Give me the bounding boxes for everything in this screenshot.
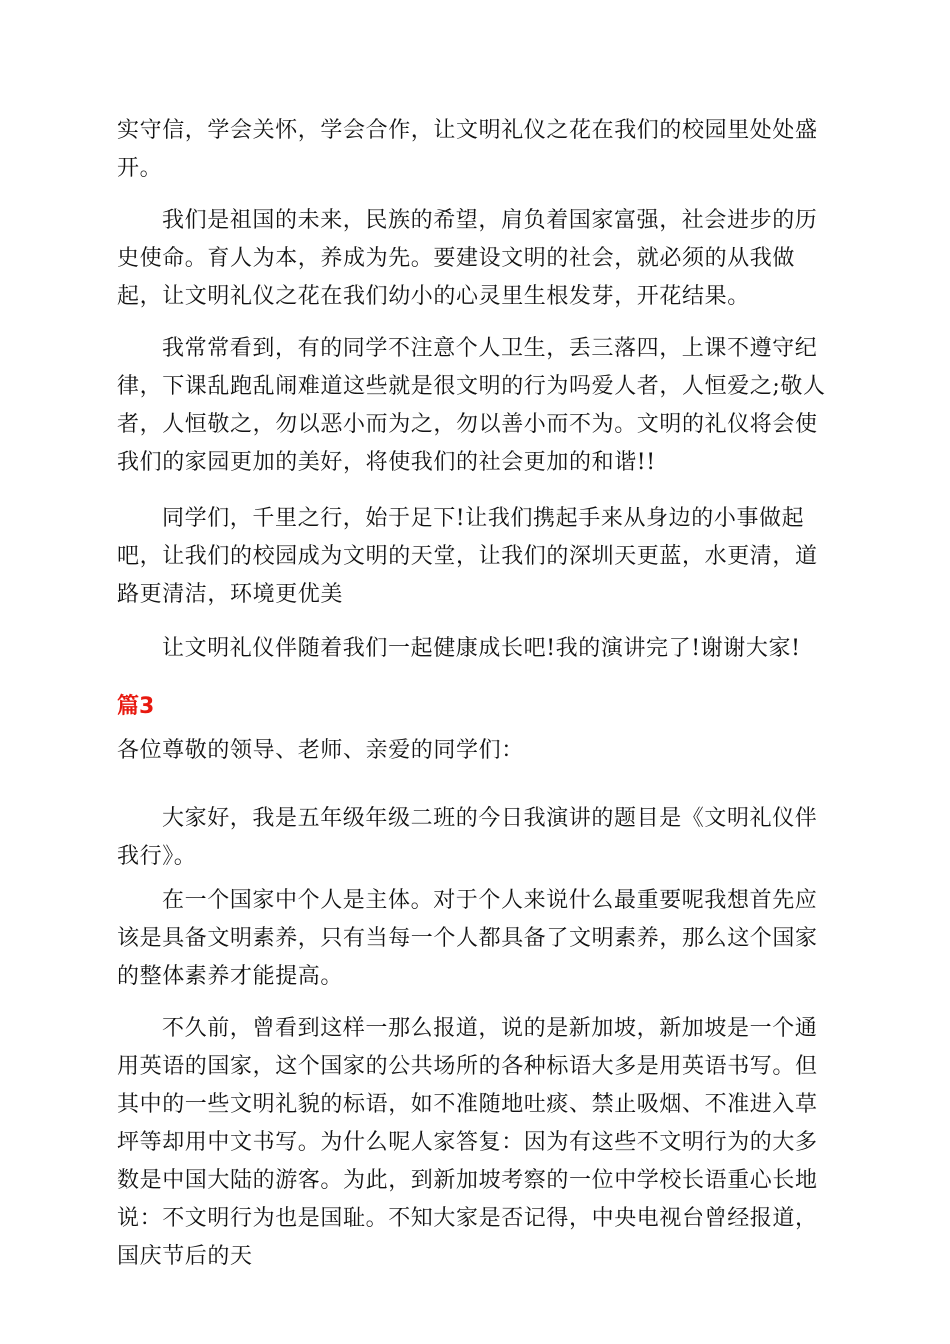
paragraph-closing: 让文明礼仪伴随着我们一起健康成长吧!我的演讲完了!谢谢大家!: [162, 636, 801, 661]
paragraph-future: 我们是祖国的未来，民族的希望，肩负着国家富强，社会进步的历史使命。育人为本，养成为先。要建设文明的社会，就必须的从我做起，让文明礼仪之花在我们幼小的心灵里生根发芽，开花结果。: [117, 208, 818, 309]
paragraph-singapore: 不久前，曾看到这样一那么报道，说的是新加坡，新加坡是一个通用英语的国家，这个国家的公共场所的各种标语大多是用英语书写。但其中的一些文明礼貌的标语，如不准随地吐痰、禁止吸烟、不准进入草坪等却用中文书写。为什么呢人家答复：因为有这些不文明行为的大多数是中国大陆的游客。为此，到新加坡考察的一位中学校长语重心长地说：不文明行为也是国耻。不知大家是否记得，中央电视台曾经报道，国庆节后的天: [117, 1016, 818, 1269]
paragraph-individual: 在一个国家中个人是主体。对于个人来说什么最重要呢我想首先应该是具备文明素养，只有当每一个人都具备了文明素养，那么这个国家的整体素养才能提高。: [117, 888, 818, 989]
paragraph-introduction: 大家好，我是五年级年级二班的今日我演讲的题目是《文明礼仪伴我行》。: [117, 806, 818, 869]
greeting-line: 各位尊敬的领导、老师、亲爱的同学们：: [117, 738, 524, 763]
paragraph-call-to-action: 同学们，千里之行，始于足下!让我们携起手来从身边的小事做起吧，让我们的校园成为文明的天堂，让我们的深圳天更蓝，水更清，道路更清洁，环境更优美: [117, 506, 818, 607]
paragraph-observations: 我常常看到，有的同学不注意个人卫生，丢三落四，上课不遵守纪律，下课乱跑乱闹难道这些就是很文明的行为吗爱人者，人恒爱之;敬人者，人恒敬之，勿以恶小而为之，勿以善小而不为。文明的礼仪将会使我们的家园更加的美好，将使我们的社会更加的和谐!!: [117, 336, 826, 475]
section-heading: 篇3: [117, 694, 155, 719]
paragraph-continuation: 实守信，学会关怀，学会合作，让文明礼仪之花在我们的校园里处处盛开。: [117, 118, 818, 181]
